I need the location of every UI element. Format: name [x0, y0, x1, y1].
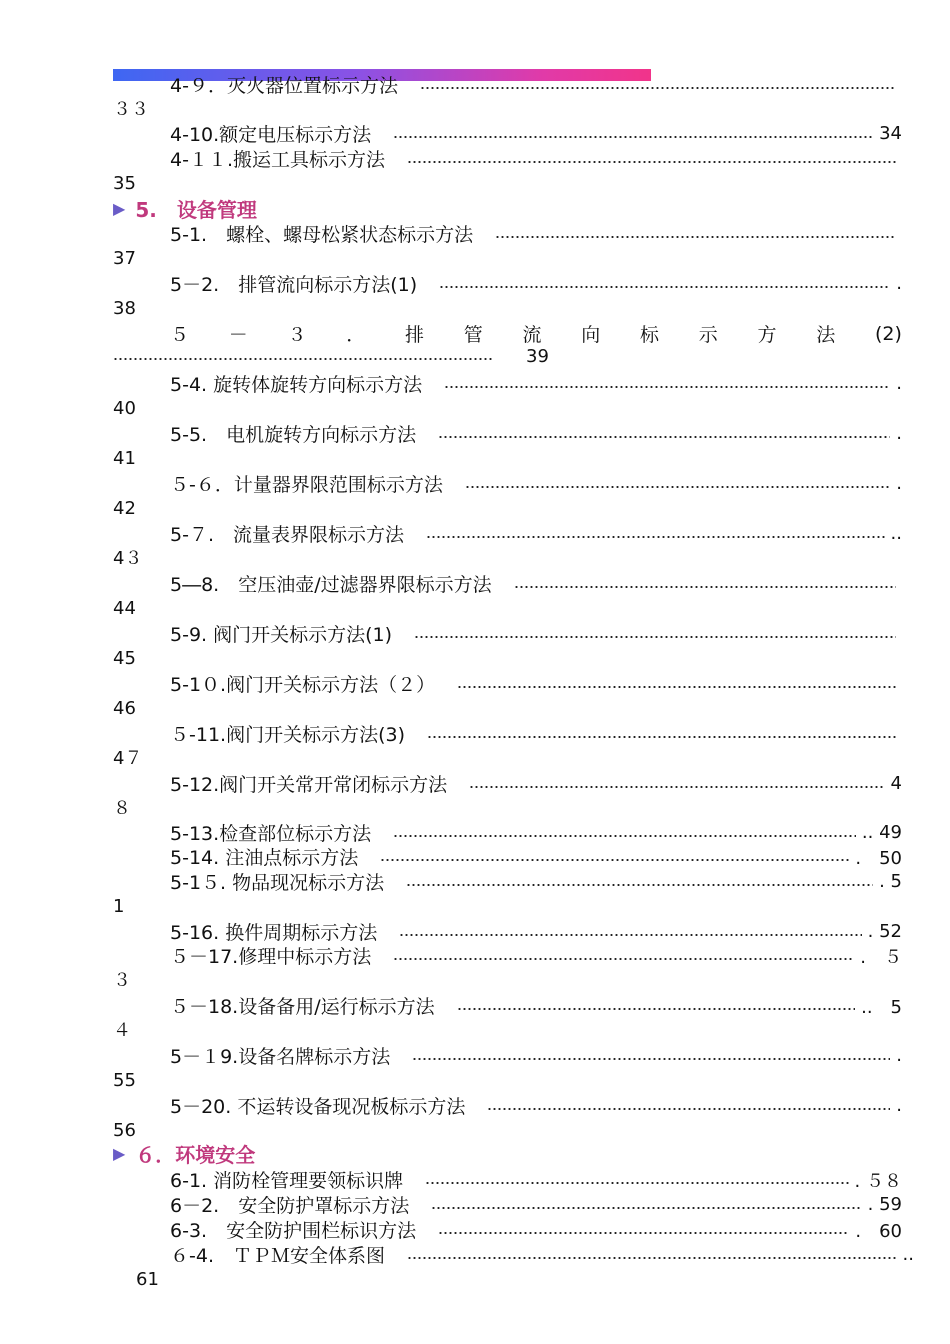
toc-entry[interactable]: [170, 72, 902, 97]
section-heading-label: ６．环境安全: [135, 1142, 256, 1167]
toc-entry[interactable]: [170, 421, 902, 446]
toc-entry-title: 5-12.阀门开关常开常闭标示方法: [170, 774, 448, 796]
toc-leader-dots: [457, 1008, 855, 1010]
toc-page-continuation: 35: [113, 173, 136, 194]
toc-page-continuation: 40: [113, 398, 136, 419]
toc-char: 示: [698, 324, 718, 346]
toc-page-continuation: 4７: [113, 748, 143, 769]
toc-entry-title: ５-11.阀门开关标示方法(3): [170, 724, 405, 746]
toc-entry-page: . ５８: [854, 1170, 902, 1192]
toc-char: －: [228, 324, 248, 346]
toc-leader-dots: [420, 87, 896, 89]
toc-entry-page: .. 5: [861, 996, 902, 1018]
toc-entry[interactable]: [170, 271, 902, 296]
toc-entry[interactable]: [170, 671, 902, 696]
toc-entry-title: 5-７. 流量表界限标示方法: [170, 524, 404, 546]
toc-leader-dots: [495, 236, 896, 238]
toc-entry-page: .: [896, 1095, 902, 1116]
toc-page-continuation: ３３: [113, 99, 149, 120]
toc-entry-title: 5－2. 排管流向标示方法(1): [170, 274, 418, 296]
toc-leader-dots: [406, 884, 873, 886]
toc-leader-dots: [380, 859, 849, 861]
toc-entry[interactable]: [170, 943, 902, 968]
toc-entry-page: 39: [526, 346, 549, 367]
toc-entry[interactable]: [170, 771, 902, 796]
toc-char: 流: [522, 324, 542, 346]
toc-entry-title: 5－１9.设备名牌标示方法: [170, 1046, 391, 1068]
toc-entry[interactable]: [170, 1093, 902, 1118]
toc-char: ５: [170, 324, 190, 346]
toc-entry-justified[interactable]: [170, 321, 902, 346]
toc-page-continuation: 56: [113, 1120, 136, 1141]
toc-entry-title: 4-９．灭火器位置标示方法: [170, 75, 398, 97]
toc-entry-title: 5-1５. 物品现况标示方法: [170, 872, 385, 894]
toc-leader-dots: [457, 686, 896, 688]
toc-leader-dots: [407, 161, 896, 163]
toc-entry-title: 5-5. 电机旋转方向标示方法: [170, 424, 417, 446]
toc-page-continuation: 55: [113, 1070, 136, 1091]
toc-leader-dots: [438, 1232, 849, 1234]
toc-leader-dots: [393, 835, 856, 837]
toc-entry[interactable]: [170, 521, 902, 546]
toc-page-continuation: 46: [113, 698, 136, 719]
toc-entry[interactable]: [170, 919, 902, 944]
toc-entry[interactable]: [170, 869, 902, 894]
toc-leader-dots: [113, 358, 493, 360]
toc-leader-dots: [431, 1207, 861, 1209]
toc-leader-dots: [426, 536, 885, 538]
toc-entry-page: . 5: [879, 871, 902, 892]
toc-entry[interactable]: [170, 993, 902, 1018]
toc-page-continuation: 44: [113, 598, 136, 619]
toc-page-continuation: ３: [113, 970, 131, 991]
toc-entry[interactable]: [170, 621, 902, 646]
toc-entry[interactable]: [170, 471, 902, 496]
toc-entry[interactable]: [170, 1167, 902, 1192]
toc-entry-page: ..: [890, 523, 902, 544]
toc-page-continuation: ４: [113, 1020, 131, 1041]
toc-page-continuation: 37: [113, 248, 136, 269]
toc-char: 方: [757, 324, 777, 346]
toc-entry[interactable]: [170, 721, 902, 746]
toc-entry[interactable]: [170, 820, 902, 845]
toc-leader-dots: [399, 934, 861, 936]
toc-entry-title: 4-10.额定电压标示方法: [170, 124, 372, 146]
toc-char: 标: [640, 324, 660, 346]
toc-entry-page: . ５: [860, 946, 902, 968]
toc-entry-page: .. 49: [861, 822, 902, 843]
toc-char: 法: [816, 324, 836, 346]
toc-page-continuation: 42: [113, 498, 136, 519]
toc-leader-dots: [438, 436, 890, 438]
triangle-right-icon: ▶: [113, 1143, 126, 1163]
toc-entry-page: .: [896, 473, 902, 494]
toc-leader-dots: [444, 386, 890, 388]
toc-char: (2): [875, 322, 902, 345]
toc-char: 管: [463, 324, 483, 346]
toc-entry-title: 6-1. 消防栓管理要领标识牌: [170, 1170, 404, 1192]
toc-leader-dots: [465, 486, 890, 488]
toc-page-continuation: 4３: [113, 548, 143, 569]
toc-leader-dots: [487, 1108, 890, 1110]
section-heading-equipment[interactable]: [113, 195, 257, 221]
toc-entry[interactable]: [170, 1043, 902, 1068]
toc-entry[interactable]: [170, 146, 902, 171]
toc-entry-title: 5-4. 旋转体旋转方向标示方法: [170, 374, 423, 396]
toc-leader-dots: [393, 958, 854, 960]
toc-entry-page: . 50: [855, 847, 902, 869]
toc-leader-dots: [407, 1257, 897, 1259]
toc-page-continuation: 45: [113, 648, 136, 669]
toc-entry[interactable]: [170, 221, 902, 246]
toc-entry-title: 6-3. 安全防护围栏标识方法: [170, 1220, 417, 1242]
section-heading-label: 5. 设备管理: [135, 197, 257, 222]
toc-page-continuation: 41: [113, 448, 136, 469]
toc-entry-title: 4-１１.搬运工具标示方法: [170, 149, 385, 171]
toc-entry-title: 5-14. 注油点标示方法: [170, 847, 359, 869]
toc-entry-page: .: [896, 423, 902, 444]
toc-entry-page: 4: [890, 773, 902, 794]
toc-entry-page: 34: [879, 123, 902, 144]
toc-leader-dots: [425, 1182, 848, 1184]
toc-entry-page: ..: [902, 1244, 914, 1265]
toc-leader-dots: [414, 636, 896, 638]
toc-page-continuation: 38: [113, 298, 136, 319]
toc-entry-title: ６-4. ＴＰＭ安全体系图: [170, 1245, 385, 1267]
toc-leader-dots: [427, 736, 896, 738]
toc-page-continuation: 61: [136, 1269, 159, 1290]
toc-entry-title: 5－20. 不运转设备现况板标示方法: [170, 1096, 466, 1118]
toc-entry-title: 5-9. 阀门开关标示方法(1): [170, 624, 393, 646]
toc-entry-page: .: [896, 1045, 902, 1066]
toc-entry-title: ５-６．计量器界限范围标示方法: [170, 474, 443, 496]
toc-entry[interactable]: [170, 844, 902, 869]
toc-entry[interactable]: [170, 571, 902, 596]
toc-entry-page: .: [896, 373, 902, 394]
toc-leader-dots: [412, 1058, 890, 1060]
toc-page-continuation: 1: [113, 896, 125, 917]
toc-entry-title: 5-13.检查部位标示方法: [170, 823, 372, 845]
toc-leader-dots: [469, 786, 884, 788]
toc-entry-page: . 52: [867, 921, 902, 942]
toc-char: ．: [346, 324, 366, 346]
triangle-right-icon: ▶: [113, 198, 126, 218]
toc-entry-title: 5-16. 换件周期标示方法: [170, 922, 378, 944]
toc-entry-page: . 59: [867, 1194, 902, 1215]
toc-entry-title: 5-1０.阀门开关标示方法（２）: [170, 674, 436, 696]
toc-page-continuation: ８: [113, 798, 131, 819]
toc-entry-title: 5―8. 空压油壶/过滤器界限标示方法: [170, 574, 492, 596]
toc-leader-dots: [514, 586, 896, 588]
toc-char: ３: [287, 324, 307, 346]
toc-entry-title: 5-1. 螺栓、螺母松紧状态标示方法: [170, 224, 474, 246]
toc-entry[interactable]: [170, 1217, 902, 1242]
toc-leader-dots: [393, 136, 873, 138]
toc-entry-page: . 60: [855, 1220, 902, 1242]
toc-leader-dots: [439, 286, 890, 288]
toc-entry-title: 6－2. 安全防护罩标示方法: [170, 1195, 410, 1217]
toc-entry-title: ５－18.设备备用/运行标示方法: [170, 996, 435, 1018]
toc-entry[interactable]: [170, 121, 902, 146]
toc-char: 排: [405, 324, 425, 346]
toc-char: 向: [581, 324, 601, 346]
toc-entry-page: .: [896, 273, 902, 294]
toc-entry[interactable]: [170, 371, 902, 396]
section-heading-environment-safety[interactable]: [113, 1140, 255, 1166]
toc-entry-title: ５－17.修理中标示方法: [170, 946, 372, 968]
toc-entry[interactable]: [170, 1242, 914, 1267]
toc-entry[interactable]: [170, 1192, 902, 1217]
